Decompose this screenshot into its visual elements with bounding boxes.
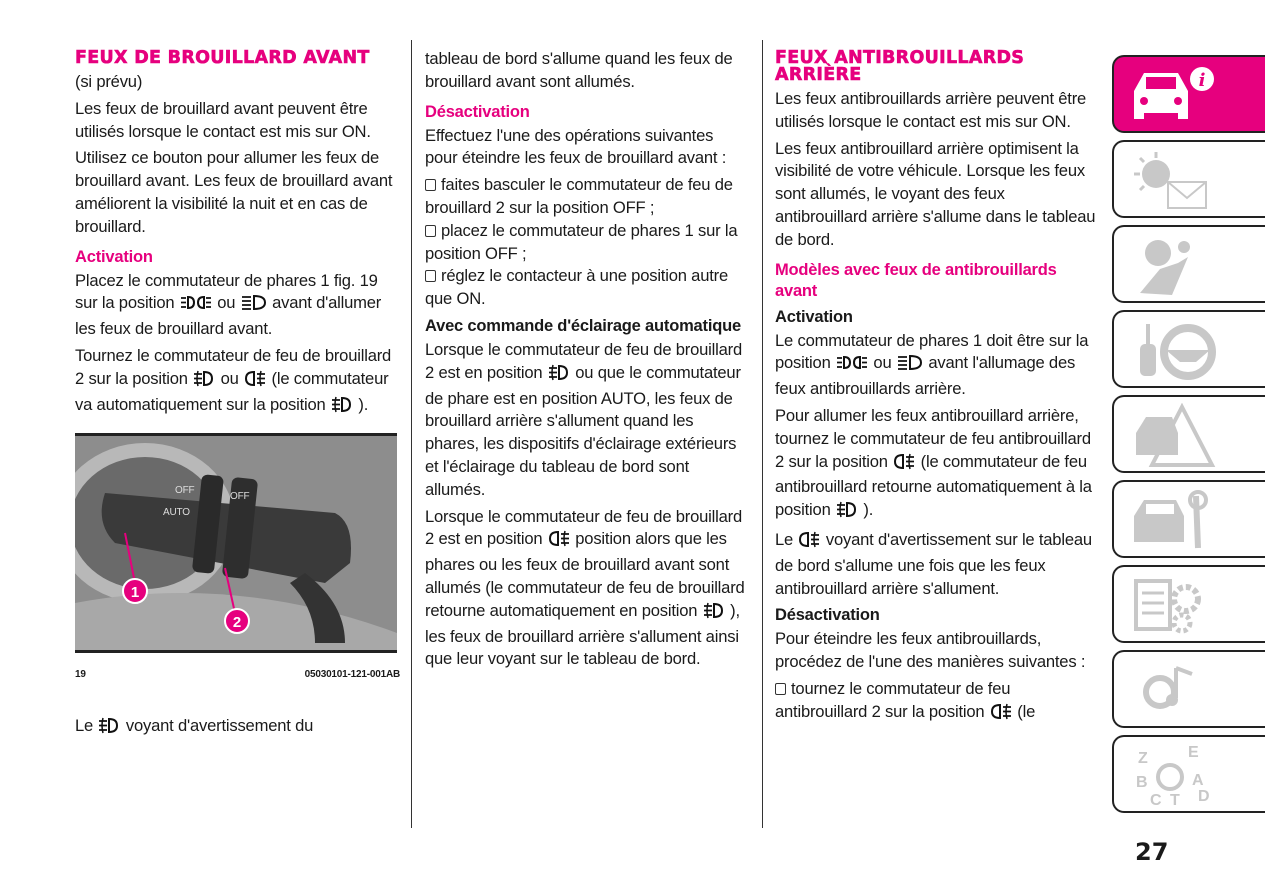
- paragraph: [75, 147, 400, 238]
- text-run: avant d'allumer les feux de brouillard avant.: [75, 293, 382, 339]
- front-fog-light-icon: [98, 717, 120, 741]
- text-run: réglez le contacteur à une position autre que ON.: [425, 266, 728, 309]
- page-number: 27: [1135, 838, 1169, 866]
- checkbox-bullet-icon: [425, 179, 436, 191]
- text-run: ou: [212, 293, 240, 313]
- text-run: Tournez le commutateur de feu de brouillard 2 sur la position: [75, 345, 392, 388]
- list-item: [775, 678, 1097, 727]
- subheading: [775, 604, 1097, 626]
- chapter-tab-starting-driving[interactable]: [1112, 310, 1265, 388]
- paragraph: [75, 270, 400, 341]
- position-light-icon: [836, 354, 868, 378]
- list-item: [425, 265, 750, 311]
- text-run: faites basculer le commutateur de feu de brouillard 2 sur la position OFF ;: [425, 175, 733, 217]
- chapter-tab-emergency[interactable]: [1112, 395, 1265, 473]
- text-run: ).: [859, 500, 874, 520]
- position-light-icon: [180, 294, 212, 318]
- text-run: Placez le commutateur de phares 1 fig. 19 sur la position: [75, 270, 378, 313]
- text-run: Désactivation: [775, 606, 880, 625]
- text-run: Activation: [775, 307, 853, 326]
- paragraph: [775, 88, 1097, 134]
- text-run: position alors que les phares ou les feux de brouillard avant sont allumés (le commutateur de feu de brouillard retourne automatiquement en position: [425, 529, 745, 620]
- text-run: Désactivation: [425, 102, 530, 121]
- checkbox-bullet-icon: [775, 683, 786, 695]
- section-title: [775, 50, 1097, 84]
- svg-text:B: B: [1136, 774, 1148, 791]
- text-run: (le commutateur de feu antibrouillard retourne automatiquement à la position: [775, 451, 1092, 520]
- chapter-tab-maintenance[interactable]: [1112, 480, 1265, 558]
- text-run: Les feux antibrouillards arrière peuvent être utilisés lorsque le contact est mis sur ON.: [775, 89, 1087, 131]
- paragraph: [75, 98, 400, 144]
- svg-text:C: C: [1150, 792, 1162, 809]
- text-run: Lorsque le commutateur de feu de brouillard 2 est en position: [425, 506, 743, 549]
- text-run: Utilisez ce bouton pour allumer les feux de brouillard avant. Les feux de brouillard avant améliorent la visibilité la nuit et en cas de brouillard.: [75, 148, 393, 236]
- svg-text:A: A: [1192, 772, 1204, 789]
- chapter-tab-index[interactable]: [1112, 735, 1265, 813]
- text-run: Pour allumer les feux antibrouillard arrière, tournez le commutateur de feu antibrouillard 2 sur la position: [775, 405, 1091, 471]
- paragraph: [775, 529, 1097, 600]
- low-beam-icon: [897, 354, 923, 378]
- svg-text:D: D: [1198, 788, 1210, 805]
- column-1: [75, 48, 400, 745]
- front-fog-light-icon: [836, 501, 858, 525]
- text-run: Le commutateur de phares 1 doit être sur la position: [775, 330, 1089, 373]
- photo-label-off: OFF: [230, 491, 250, 503]
- list-item: [425, 174, 750, 220]
- rear-fog-light-icon: [893, 453, 915, 477]
- rear-fog-light-icon: [244, 370, 266, 394]
- text-run: Les feux de brouillard avant peuvent être utilisés lorsque le contact est mis sur ON.: [75, 98, 371, 141]
- text-run: Le: [775, 529, 798, 549]
- subheading: [425, 315, 750, 337]
- photo-label-auto: AUTO: [163, 507, 190, 519]
- text-run: Pour éteindre les feux antibrouillards, procédez de l'une des manières suivantes :: [775, 629, 1086, 672]
- front-fog-light-icon: [548, 364, 570, 388]
- text-run: ou: [869, 353, 896, 373]
- light-switch-photo: [75, 433, 397, 653]
- column-divider: [411, 40, 412, 828]
- paragraph: [75, 71, 400, 94]
- checkbox-bullet-icon: [425, 225, 436, 237]
- figure-caption: [75, 664, 400, 687]
- paragraph: [425, 339, 750, 502]
- text-run: Les feux antibrouillard arrière optimisent la visibilité de votre véhicule. Lorsque les feux sont allumés, le voyant des feux antibrouillard arrière s'allume dans le tableau de bord.: [775, 138, 1096, 249]
- paragraph: [75, 715, 400, 741]
- paragraph: [775, 138, 1097, 252]
- text-run: voyant d'avertissement du: [121, 715, 314, 735]
- front-fog-light-icon: [703, 602, 725, 626]
- chapter-tab-vehicle-info[interactable]: [1112, 55, 1265, 133]
- text-run: Lorsque le commutateur de feu de brouillard 2 est en position: [425, 339, 743, 382]
- text-run: avant l'allumage des feux antibrouillards arrière.: [775, 353, 1076, 399]
- text-run: Avec commande d'éclairage automatique: [425, 316, 741, 335]
- text-run: ou: [216, 368, 244, 388]
- subsection-heading: [775, 260, 1097, 302]
- column-divider: [762, 40, 763, 828]
- svg-text:T: T: [1170, 792, 1180, 809]
- low-beam-icon: [241, 294, 267, 318]
- text-run: FEUX DE BROUILLARD AVANT: [75, 48, 370, 68]
- svg-text:1: 1: [130, 584, 140, 602]
- list-item: [425, 220, 750, 266]
- text-run: (le commutateur va automatiquement sur la position: [75, 368, 389, 414]
- chapter-tab-multimedia[interactable]: [1112, 650, 1265, 728]
- column-2: [425, 48, 750, 675]
- chapter-tab-warning-lights-messages[interactable]: [1112, 140, 1265, 218]
- paragraph: [425, 48, 750, 94]
- text-run: ).: [353, 394, 369, 414]
- svg-text:E: E: [1188, 744, 1199, 761]
- svg-text:i: i: [1198, 70, 1206, 91]
- subheading: [775, 306, 1097, 328]
- text-run: tableau de bord s'allume quand les feux de brouillard avant sont allumés.: [425, 49, 733, 91]
- svg-text:2: 2: [232, 614, 242, 632]
- text-run: voyant d'avertissement sur le tableau de bord s'allume une fois que les feux antibrouillard arrière s'allument.: [775, 529, 1092, 598]
- subsection-heading: [75, 247, 400, 268]
- checkbox-bullet-icon: [425, 270, 436, 282]
- svg-text:Z: Z: [1138, 750, 1148, 767]
- figure-number: 19: [75, 669, 86, 681]
- figure-code: 05030101-121-001AB: [304, 669, 400, 681]
- text-run: ), les feux de brouillard arrière s'allument ainsi que leur voyant sur le tableau de bord.: [425, 600, 740, 669]
- front-fog-light-icon: [193, 370, 215, 394]
- paragraph: [425, 506, 750, 672]
- text-run: ou que le commutateur de phare est en position AUTO, les feux de brouillard arrière s'allument quand les phares, les dispositifs d'éclairage extérieurs et l'éclairage du tableau de bord sont allumés.: [425, 362, 741, 499]
- subsection-heading: [425, 102, 750, 123]
- paragraph: [425, 125, 750, 171]
- chapter-tab-technical-data[interactable]: [1112, 565, 1265, 643]
- rear-fog-light-icon: [990, 703, 1012, 727]
- text-run: Activation: [75, 247, 153, 266]
- figure-19: [75, 423, 400, 687]
- chapter-tab-safety-airbag[interactable]: [1112, 225, 1265, 303]
- text-run: (si prévu): [75, 72, 143, 91]
- rear-fog-light-icon: [798, 531, 820, 555]
- section-title: [75, 50, 400, 67]
- text-run: Effectuez l'une des opérations suivantes pour éteindre les feux de brouillard avant :: [425, 125, 727, 168]
- rear-fog-light-icon: [548, 530, 570, 554]
- photo-label-off: OFF: [175, 485, 195, 497]
- paragraph: [75, 345, 400, 419]
- text-run: Modèles avec feux de antibrouillards avant: [775, 260, 1057, 300]
- paragraph: [775, 628, 1097, 674]
- front-fog-light-icon: [331, 396, 353, 420]
- text-run: FEUX ANTIBROUILLARDS ARRIÈRE: [775, 48, 1025, 85]
- text-run: (le: [1012, 701, 1036, 721]
- paragraph: [775, 330, 1097, 401]
- paragraph: [775, 405, 1097, 525]
- text-run: Le: [75, 715, 98, 735]
- column-3: [775, 48, 1097, 727]
- text-run: placez le commutateur de phares 1 sur la position OFF ;: [425, 220, 738, 263]
- text-run: tournez le commutateur de feu antibrouillard 2 sur la position: [775, 678, 1011, 721]
